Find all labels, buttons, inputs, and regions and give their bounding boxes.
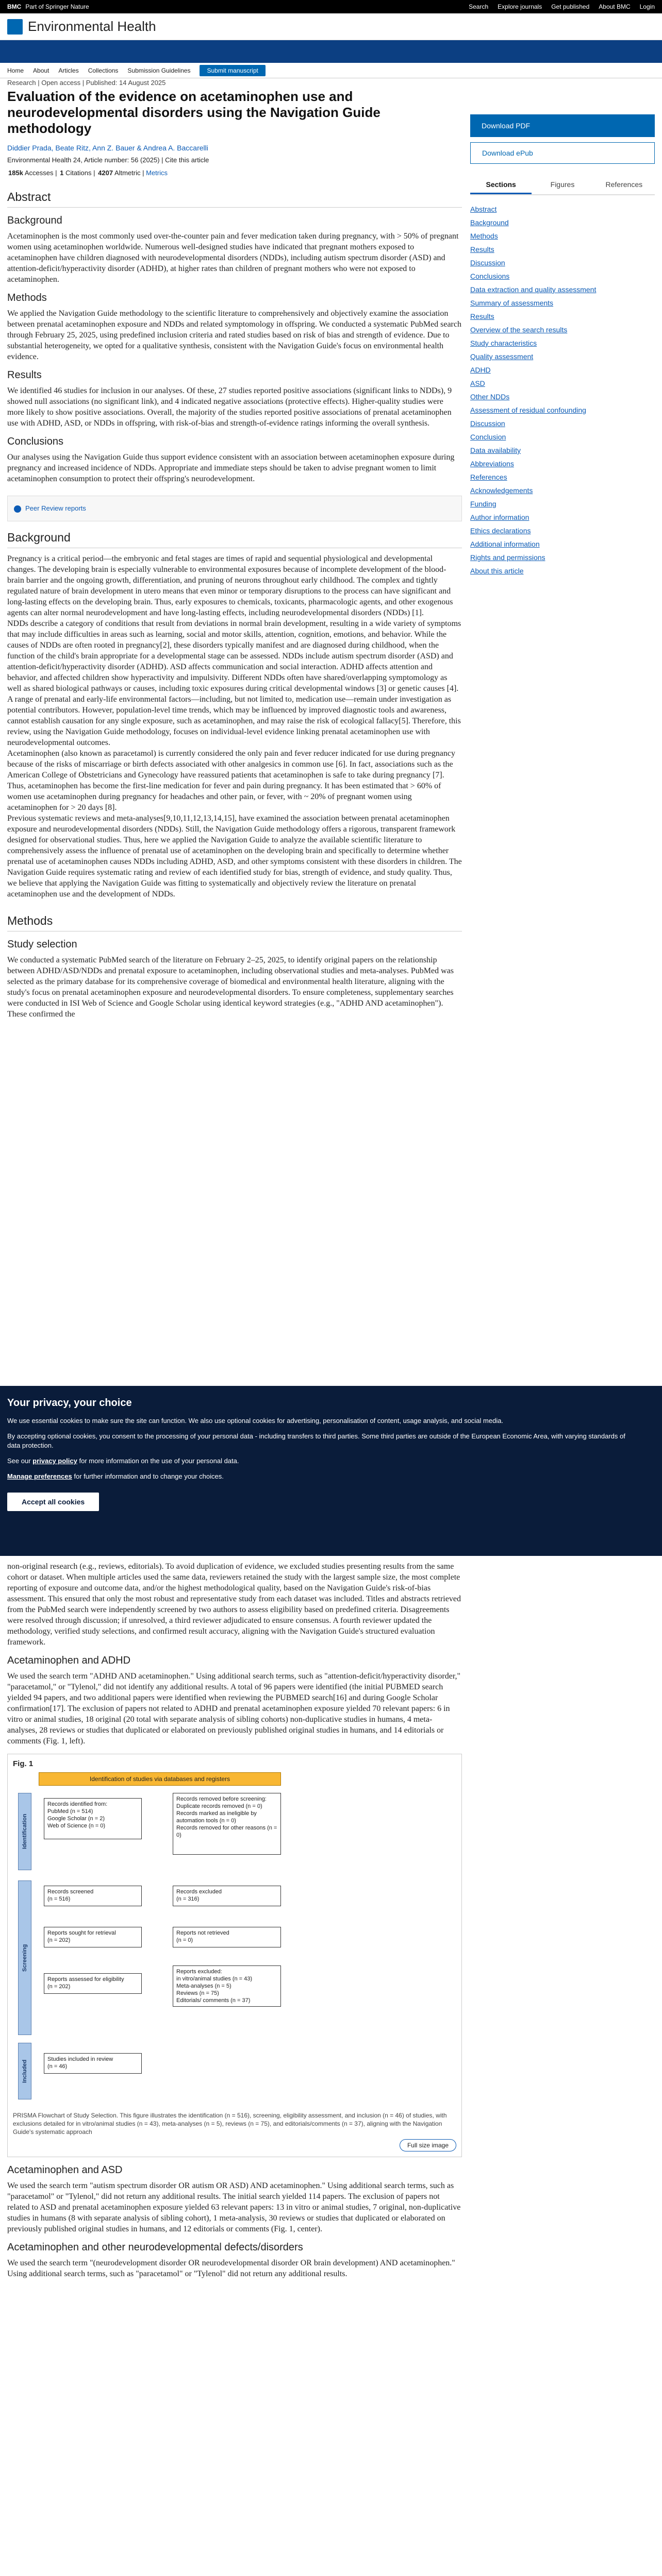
download-pdf-button[interactable]: Download PDF	[470, 114, 655, 137]
abstract-conclusions-heading: Conclusions	[7, 436, 63, 447]
toc-link[interactable]: Conclusion	[470, 433, 506, 441]
accesses-count: 185k	[8, 169, 23, 177]
toc-link[interactable]: Acknowledgements	[470, 486, 533, 495]
toc-link[interactable]: Author information	[470, 513, 529, 521]
toc-link[interactable]: Data availability	[470, 446, 521, 454]
abstract-results-text: We identified 46 studies for inclusion in our analyses. Of these, 27 studies reported positive associations (significant links to NDDs), 9 showed null associations (no significant link), and 4 indicated negative associations (protective effects). Higher-quality studies were more likely to show positive associations. Overall, the majority of the studies reported positive associations of prenatal acetaminophen use with ADHD, ASD, or NDDs in offspring, with risk-of-bias and strength-of-evidence ratings informing the overall synthesis.	[7, 386, 452, 428]
adhd-text: We used the search term "ADHD AND acetaminophen." Using additional search terms, such as "attention-deficit/hyperactivity disorder," "paracetamol," or "Tylenol," did not identify any additional results. A total of 96 papers were identified (the initial PUBMED search yielded 94 papers, and two additional papers were identified when reviewing the PUBMED search[16] and during Google Scholar confirmation[17]. The exclusion of papers not related to ADHD and prenatal acetaminophen exposure yielded 70 relevant papers: 6 in vitro or animal studies, 18 original (20 total with separate analysis of sibling cohorts) non-duplicative studies in humans, 4 meta-analyses, 28 reviews or studies that duplicated or elaborated on previously published original studies in humans, and 14 editorials or comments (Fig. 1, left).	[7, 1672, 461, 1745]
background-paragraph: Pregnancy is a critical period—the embryonic and fetal stages are times of rapid and sequential physiological and developmental changes. The developing brain is especially vulnerable to environmental exposures because of incomplete development of the blood-brain barrier and the ongoing growth, differentiation, and pruning of neurons throughout early childhood. The complex and tightly regulated nature of brain development in utero means that even minor or temporary disruptions to the process can have significant and long-lasting effects on the developing brain. Thus, early exposures to chemicals, toxicants, pharmacologic agents, and other exogenous agents can alter normal neurodevelopment and have long-lasting effects, including neurodevelopmental disorders (NDDs) [1].	[7, 554, 453, 617]
abstract-conclusions-text: Our analyses using the Navigation Guide thus support evidence consistent with an association between acetaminophen exposure during pregnancy and increased incidence of NDDs. Appropriate and immediate steps should be taken to advise pregnant women to limit acetaminophen consumption to protect their offspring's neurodevelopment.	[7, 453, 455, 483]
journal-header	[0, 13, 662, 40]
explore-journals-link[interactable]: Explore journals	[498, 3, 542, 10]
get-published-link[interactable]: Get published	[551, 3, 590, 10]
other-ndd-text: We used the search term "(neurodevelopment disorder OR neurodevelopmental disorder OR brain development) AND acetaminophen." Using additional search terms, such as "paracetamol" or "Tylenol" did not return any additional results.	[7, 2259, 455, 2278]
other-ndd-heading: Acetaminophen and other neurodevelopmental defects/disorders	[7, 2242, 303, 2253]
asd-heading: Acetaminophen and ASD	[7, 2164, 123, 2176]
flow-not-retrieved: Reports not retrieved (n = 0)	[173, 1927, 281, 1947]
flow-excluded: Records excluded (n = 316)	[173, 1886, 281, 1906]
toc-link[interactable]: Data extraction and quality assessment	[470, 285, 597, 294]
partner-text: Part of Springer Nature	[25, 3, 89, 10]
top-bar	[0, 0, 662, 13]
tab-figures[interactable]: Figures	[550, 180, 575, 189]
toc-link[interactable]: Ethics declarations	[470, 527, 531, 535]
band-included: Included	[18, 2043, 31, 2099]
author-list[interactable]: Diddier Prada, Beate Ritz, Ann Z. Bauer & Andrea A. Baccarelli	[7, 144, 208, 152]
toc-link[interactable]: Other NDDs	[470, 393, 510, 401]
abstract-methods-text: We applied the Navigation Guide methodology to the scientific literature to comprehensively and objectively examine the association between prenatal acetaminophen exposure and NDDs and related symptomology in offspring. We conducted a systematic PubMed search through February 25, 2025, using predefined inclusion criteria and rated studies based on risk of bias and strength of evidence. Due to substantial heterogeneity, we opted for a qualitative synthesis, consistent with the Navigation Guide's focus on environmental health evidence.	[7, 309, 461, 361]
manage-preferences-link[interactable]: Manage preferences	[7, 1472, 72, 1480]
background-paragraph: Previous systematic reviews and meta-analyses[9,10,11,12,13,14,15], have examined the association between prenatal acetaminophen exposure and neurodevelopmental disorders (NDDs). Still, the Navigation Guide methodology offers a rigorous, transparent framework designed for observational studies. Thus, here we applied the Navigation Guide to analyze the available scientific literature to comprehensively assess the influence of prenatal use of acetaminophen on the developing brain and specifically to determine whether prenatal use of acetaminophen causes NDDs including ADHD, ASD, and other symptoms consistent with these disorders in children. The Navigation Guide requires systematic rating and review of each identified study for bias, strength of evidence, and study quality. Thus, we believe that applying the Navigation Guide was fitting to systematically and objectively review the literature on prenatal acetaminophen use and the development of NDDs.	[7, 814, 462, 899]
toc-link[interactable]: Discussion	[470, 259, 505, 267]
metrics-link[interactable]: Metrics	[146, 169, 168, 177]
toc-link[interactable]: Results	[470, 245, 494, 253]
toc-link[interactable]: Overview of the search results	[470, 326, 568, 334]
tab-sections[interactable]: Sections	[470, 176, 532, 194]
cookie-text: We use essential cookies to make sure the site can function. We also use optional cookies for advertising, personalisation of content, usage analysis, and social media.	[7, 1417, 504, 1425]
citation-line[interactable]: Environmental Health 24, Article number: 56 (2025) | Cite this article	[7, 156, 209, 164]
abstract-methods-heading: Methods	[7, 292, 47, 303]
about-bmc-link[interactable]: About BMC	[599, 3, 631, 10]
flow-assessed: Reports assessed for eligibility (n = 202)	[44, 1973, 142, 1994]
flow-included: Studies included in review (n = 46)	[44, 2053, 142, 2074]
cookie-manage-text: Manage preferences for further information and to change your choices.	[7, 1472, 224, 1480]
altmetric-label: Altmetric	[114, 169, 141, 177]
toc-link[interactable]: Summary of assessments	[470, 299, 554, 307]
peer-review-label: Peer Review reports	[25, 504, 86, 512]
cookie-text: By accepting optional cookies, you consent to the processing of your personal data - including transfers to third parties. Some third parties are outside of the European Economic Area, with varying standards of data protection.	[7, 1432, 625, 1449]
asd-text: We used the search term "autism spectrum disorder OR autism OR ASD) AND acetaminophen." Using additional search terms, such as "paracetamol" or "Tylenol," did not return any additional results. The initial search yielded 114 papers. The exclusion of papers not related to ASD and prenatal acetaminophen exposure yielded 63 relevant papers: 13 in vitro or animal studies, 7 original, non-duplicative studies in humans (8 with separate analysis of sibling cohort), 1 meta-analysis, 30 reviews or studies that duplicated or elaborated on previously published original studies in humans, and 12 editorials or comments (Fig. 1, center).	[7, 2181, 461, 2233]
flow-top: Identification of studies via databases and registers	[39, 1772, 281, 1786]
abstract-results-heading: Results	[7, 369, 42, 381]
band-identification: Identification	[18, 1793, 31, 1870]
adhd-heading: Acetaminophen and ADHD	[7, 1655, 131, 1666]
toc-link[interactable]: Funding	[470, 500, 496, 508]
sections-toc	[470, 202, 655, 578]
login-link[interactable]: Login	[639, 3, 655, 10]
sub-navigation	[0, 63, 662, 78]
toc-link[interactable]: Discussion	[470, 419, 505, 428]
sidebar-tabs	[470, 176, 655, 195]
flow-sought: Reports sought for retrieval (n = 202)	[44, 1927, 142, 1947]
article-title: Evaluation of the evidence on acetaminophen use and neurodevelopmental disorders using the Navigation Guide methodology	[7, 89, 380, 136]
study-selection-heading: Study selection	[7, 938, 77, 950]
nav-collections[interactable]: Collections	[88, 66, 119, 74]
toc-link[interactable]: Study characteristics	[470, 339, 537, 347]
toc-link[interactable]: References	[470, 473, 507, 481]
cookie-title: Your privacy, your choice	[7, 1397, 132, 1409]
toc-link[interactable]: Quality assessment	[470, 352, 534, 361]
citations-count: 1	[60, 169, 64, 177]
flow-reports-excluded: Reports excluded: in vitro/animal studies (n = 43) Meta-analyses (n = 5) Reviews (n = 75) Editorials/ comments (n = 37)	[173, 1965, 281, 2007]
cookie-privacy-text: See our privacy policy for more information on the use of your personal data.	[7, 1457, 239, 1465]
toc-link[interactable]: Abbreviations	[470, 460, 514, 468]
submit-manuscript-button[interactable]: Submit manuscript	[200, 65, 265, 76]
journal-logo-icon[interactable]	[7, 19, 23, 35]
flow-records-identified: Records identified from: PubMed (n = 514) Google Scholar (n = 2) Web of Science (n = 0)	[44, 1798, 142, 1839]
figure-caption: PRISMA Flowchart of Study Selection. This figure illustrates the identification (n = 516), screening, eligibility assessment, and inclusion (n = 46) of studies, with exclusions detailed for in vitro/animal studies (n = 43), meta-analyses (n = 5), reviews (n = 75), and editorials/comments (n = 37), aligning with the Navigation Guide's systematic approach	[13, 2112, 447, 2136]
background-paragraph: Acetaminophen (also known as paracetamol) is currently considered the only pain and fever reducer indicated for use during pregnancy because of the risks of miscarriage or birth defects associated with other analgesics in common use [6]. In fact, associations such as the American College of Obstetricians and Gynecology have reassured patients that acetaminophen is safe to take during pregnancy [7]. Thus, acetaminophen has become the first-line medication for fever and pain during pregnancy. It has been estimated that > 60% of women use acetaminophen during pregnancy for headaches and other pain, or fever, with ~ 20% of pregnant women using acetaminophen for > 20 days [8].	[7, 749, 455, 812]
full-size-image-button[interactable]: Full size image	[400, 2139, 456, 2151]
accept-cookies-button[interactable]: Accept all cookies	[7, 1493, 99, 1511]
cookie-banner	[0, 1386, 662, 1556]
article-main	[7, 79, 462, 1019]
metrics-bar: 185k Accesses | 1 Citations | 4207 Altmetric | Metrics	[8, 169, 168, 177]
abstract-background-text: Acetaminophen is the most commonly used over-the-counter pain and fever medication taken during pregnancy, with > 50% of pregnant women using acetaminophen worldwide. Numerous well-designed studies have indicated that pregnant mothers exposed to acetaminophen have children diagnosed with neurodevelopmental disorders (NDDs), including autism spectrum disorder (ASD) and attention-deficit/hyperactivity disorder (ADHD), at higher rates than children of pregnant mothers who were not exposed to acetaminophen.	[7, 232, 459, 284]
toc-link[interactable]: About this article	[470, 567, 524, 575]
citations-label: Citations	[65, 169, 92, 177]
toc-link[interactable]: ASD	[470, 379, 485, 387]
peer-review-icon	[14, 505, 21, 513]
privacy-policy-link[interactable]: privacy policy	[32, 1457, 77, 1465]
sidebar	[470, 114, 655, 578]
toc-link[interactable]: Assessment of residual confounding	[470, 406, 586, 414]
peer-review-link[interactable]	[7, 496, 462, 521]
toc-link[interactable]: Methods	[470, 232, 498, 240]
band-screening: Screening	[18, 1880, 31, 2035]
nav-articles[interactable]: Articles	[58, 66, 79, 74]
toc-link[interactable]: Rights and permissions	[470, 553, 545, 562]
nav-about[interactable]: About	[33, 66, 49, 74]
tab-references[interactable]: References	[605, 180, 643, 189]
background-heading: Background	[7, 531, 462, 548]
journal-banner	[0, 40, 662, 63]
bmc-logo[interactable]: BMC	[7, 3, 22, 10]
toc-link[interactable]: Abstract	[470, 205, 497, 213]
methods-heading: Methods	[7, 914, 462, 931]
flow-records-removed: Records removed before screening: Duplicate records removed (n = 0) Records marked as ineligible by automation tools (n = 0) Records removed for other reasons (n = 0)	[173, 1793, 281, 1855]
toc-link[interactable]: Additional information	[470, 540, 540, 548]
toc-link[interactable]: ADHD	[470, 366, 491, 374]
toc-link[interactable]: Background	[470, 218, 509, 227]
study-selection-text: We conducted a systematic PubMed search of the literature on February 2–25, 2025, to identify original papers on the relationship between ADHD/ASD/NDDs and prenatal exposure to acetaminophen, including observational studies and meta-analyses. PubMed was selected as the primary database for its comprehensive coverage of biomedical and environmental health literature, aligning with the study's focus on prenatal acetaminophen exposure and neurodevelopmental disorders. To ensure completeness, supplementary searches were conducted in ISI Web of Science and Google Scholar using identical keyword strategies (e.g., "ADHD AND acetaminophen"). These confirmed the	[7, 955, 454, 1019]
toc-link[interactable]: Conclusions	[470, 272, 510, 280]
figure-1	[7, 1754, 462, 2157]
abstract-background-heading: Background	[7, 215, 62, 226]
background-paragraph: NDDs describe a category of conditions that result from deviations in normal brain development, resulting in a wide variety of symptoms that may include difficulties in areas such as learning, social and motor skills, attention, cognition, emotions, and behavior. While the causes of NDDs are often rooted in pregnancy[2], these disorders typically manifest and are diagnosed during childhood, when the function of the child's brain appropriate for a developmental stage can be assessed. NDDs include autism spectrum disorder (ASD) and attention-deficit/hyperactivity disorder (ADHD). ASD affects communication and social interaction. ADHD affects attention and behavior, and affected children show hyperactivity and impulsivity. Different NDDs often have shared/overlapping symptomology as well as shared biological pathways or causes, including toxic exposures during critical developmental windows [3] or genetic causes [4]. A range of prenatal and early-life environmental factors—including, but not limited to, medication use—remain under investigation as potential contributors. However, population-level time trends, which may be influenced by improved diagnostic tools and awareness, cannot establish causation for any single exposure, such as acetaminophen, and may raise the risk of ecological fallacy[5]. Therefore, this review, using the Navigation Guide methodology, focuses on individual-level evidence linking prenatal acetaminophen use with neurodevelopmental outcomes.	[7, 619, 461, 747]
flow-screened: Records screened (n = 516)	[44, 1886, 142, 1906]
nav-guidelines[interactable]: Submission Guidelines	[127, 66, 191, 74]
figure-label: Fig. 1	[13, 1759, 34, 1768]
accesses-label: Accesses	[24, 169, 54, 177]
altmetric-count: 4207	[98, 169, 113, 177]
toc-link[interactable]: Results	[470, 312, 494, 320]
article-main-continued	[7, 1561, 462, 2279]
search-link[interactable]: Search	[469, 3, 489, 10]
journal-title[interactable]: Environmental Health	[28, 19, 156, 34]
study-selection-text: non-original research (e.g., reviews, editorials). To avoid duplication of evidence, we excluded studies presenting results from the same cohort or dataset. When multiple articles used the same data, reviewers retained the study with the largest sample size, the most complete reporting of exposure and outcome data, and/or the highest methodological quality, based on the Navigation Guide's risk-of-bias assessment. This ensured that only the most robust and representative study from each dataset was included. Titles and abstracts retrieved from the PubMed search were independently screened by two authors to assess eligibility based on predefined criteria. Disagreements were resolved through discussion; if unresolved, a third reviewer adjudicated to ensure consensus. A fourth reviewer updated the methodology, verified study selections, and confirmed result accuracy, aligning with the Navigation Guide's structured evaluation framework.	[7, 1562, 461, 1647]
prisma-flowchart[interactable]	[18, 1772, 286, 2107]
nav-home[interactable]: Home	[7, 66, 24, 74]
article-type: Research | Open access | Published: 14 August 2025	[7, 79, 166, 87]
abstract-heading: Abstract	[7, 190, 462, 208]
download-epub-button[interactable]: Download ePub	[470, 142, 655, 164]
